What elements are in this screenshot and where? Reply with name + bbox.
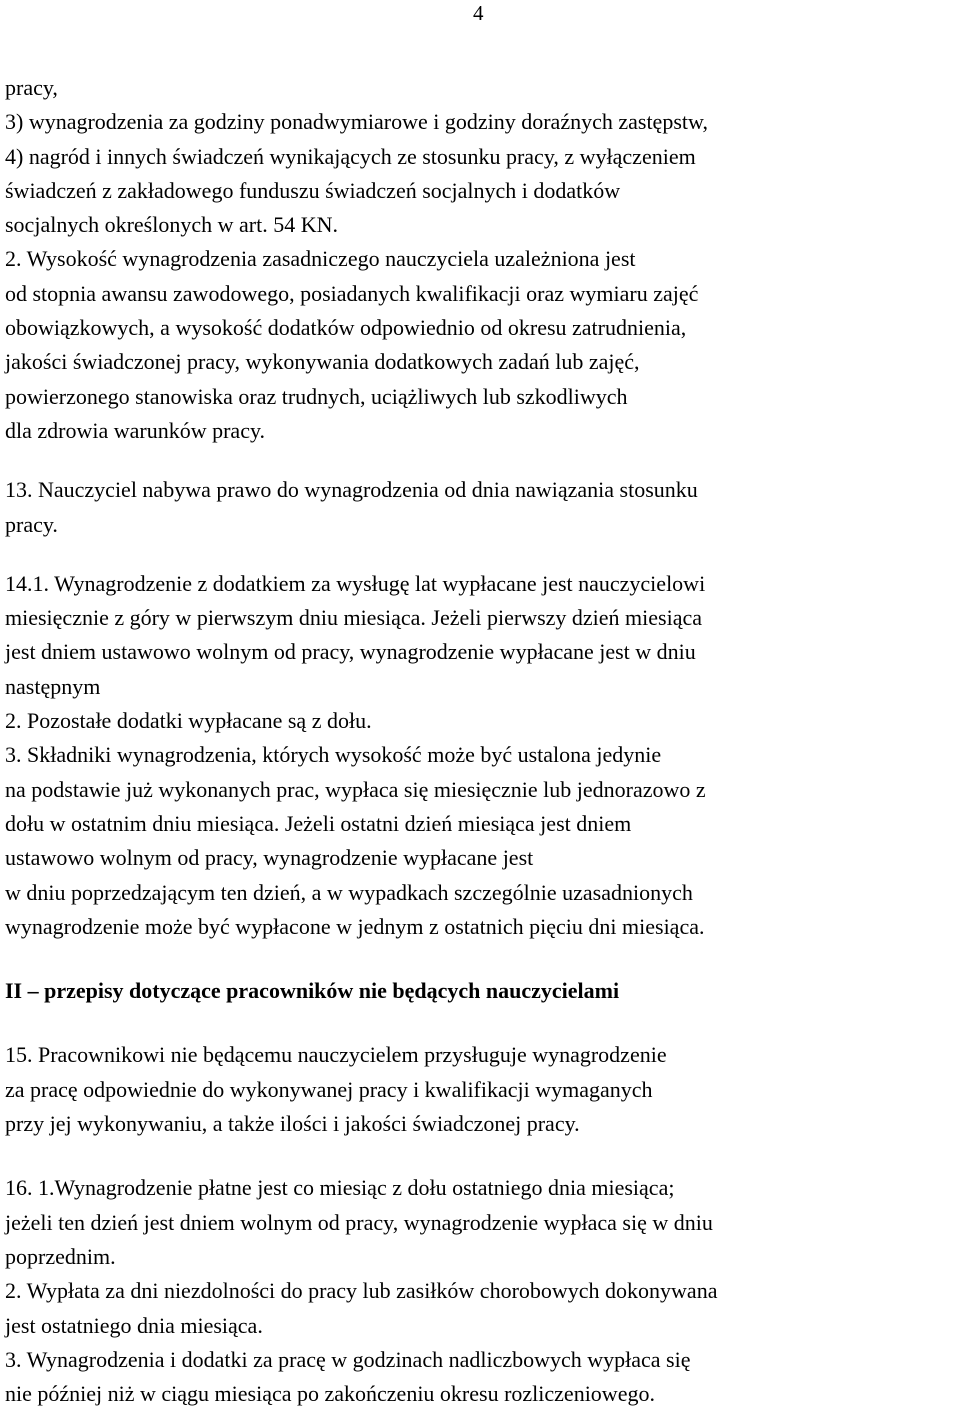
paragraph-section-16 [5,1171,957,1411]
text-line: 16. 1.Wynagrodzenie płatne jest co miesiąc z dołu ostatniego dnia miesiąca; [5,1175,675,1201]
paragraph-section-15 [5,1038,957,1141]
text-line: 3) wynagrodzenia za godziny ponadwymiarowe i godziny doraźnych zastępstw, [5,109,708,135]
spacer [5,542,957,567]
text-line: pracy. [5,511,58,537]
text-line: przy jej wykonywaniu, a także ilości i jakości świadczonej pracy. [5,1111,580,1137]
spacer [5,1141,957,1171]
text-line: w dniu poprzedzającym ten dzień, a w wypadkach szczególnie uzasadnionych [5,879,693,905]
text-line: obowiązkowych, a wysokość dodatków odpowiednio od okresu zatrudnienia, [5,315,687,341]
text-line: 2. Wysokość wynagrodzenia zasadniczego nauczyciela uzależniona jest [5,246,636,272]
text-line: jest dniem ustawowo wolnym od pracy, wynagrodzenie wypłacane jest w dniu [5,639,696,665]
text-line: 13. Nauczyciel nabywa prawo do wynagrodzenia od dnia nawiązania stosunku [5,477,698,503]
text-line: na podstawie już wykonanych prac, wypłaca się miesięcznie lub jednorazowo z [5,776,706,802]
text-line: jeżeli ten dzień jest dniem wolnym od pracy, wynagrodzenie wypłaca się w dniu [5,1209,713,1235]
text-line: dla zdrowia warunków pracy. [5,417,266,443]
text-line: wynagrodzenie może być wypłacone w jednym z ostatnich pięciu dni miesiąca. [5,913,705,939]
text-line: poprzednim. [5,1243,116,1269]
text-line: miesięcznie z góry w pierwszym dniu miesiąca. Jeżeli pierwszy dzień miesiąca [5,605,703,631]
text-line: 2. Wypłata za dni niezdolności do pracy lub zasiłków chorobowych dokonywana [5,1278,718,1304]
text-line: następnym [5,673,101,699]
text-line: dołu w ostatnim dniu miesiąca. Jeżeli ostatni dzień miesiąca jest dniem [5,810,632,836]
text-line: socjalnych określonych w art. 54 KN. [5,212,338,238]
spacer [5,944,957,974]
text-line: 3. Składniki wynagrodzenia, których wysokość może być ustalona jedynie [5,742,662,768]
text-line: powierzonego stanowiska oraz trudnych, uciążliwych lub szkodliwych [5,383,628,409]
spacer [5,1008,957,1038]
text-line: od stopnia awansu zawodowego, posiadanych kwalifikacji oraz wymiaru zajęć [5,280,699,306]
text-line: pracy, [5,75,58,100]
paragraph-section-14 [5,567,957,944]
document-body [5,71,957,1411]
text-line: jakości świadczonej pracy, wykonywania dodatkowych zadań lub zajęć, [5,349,640,375]
spacer [5,448,957,473]
text-line: 14.1. Wynagrodzenie z dodatkiem za wysługę lat wypłacane jest nauczycielowi [5,570,706,596]
text-line: jest ostatniego dnia miesiąca. [5,1312,263,1338]
text-line: ustawowo wolnym od pracy, wynagrodzenie wypłacane jest [5,845,534,871]
paragraph-block-1 [5,71,957,448]
text-line: 2. Pozostałe dodatki wypłacane są z dołu. [5,708,372,734]
text-line: 15. Pracownikowi nie będącemu nauczycielem przysługuje wynagrodzenie [5,1042,667,1068]
text-line: świadczeń z zakładowego funduszu świadczeń socjalnych i dodatków [5,177,621,203]
page-number: 4 [473,1,484,25]
text-line: 3. Wynagrodzenia i dodatki za pracę w godzinach nadliczbowych wypłaca się [5,1346,691,1372]
section-heading: II – przepisy dotyczące pracowników nie będących nauczycielami [5,978,620,1004]
text-line: nie później niż w ciągu miesiąca po zakończeniu okresu rozliczeniowego. [5,1381,655,1407]
paragraph-section-13 [5,473,957,542]
text-line: za pracę odpowiednie do wykonywanej pracy i kwalifikacji wymaganych [5,1076,653,1102]
text-line: 4) nagród i innych świadczeń wynikających ze stosunku pracy, z wyłączeniem [5,143,696,169]
